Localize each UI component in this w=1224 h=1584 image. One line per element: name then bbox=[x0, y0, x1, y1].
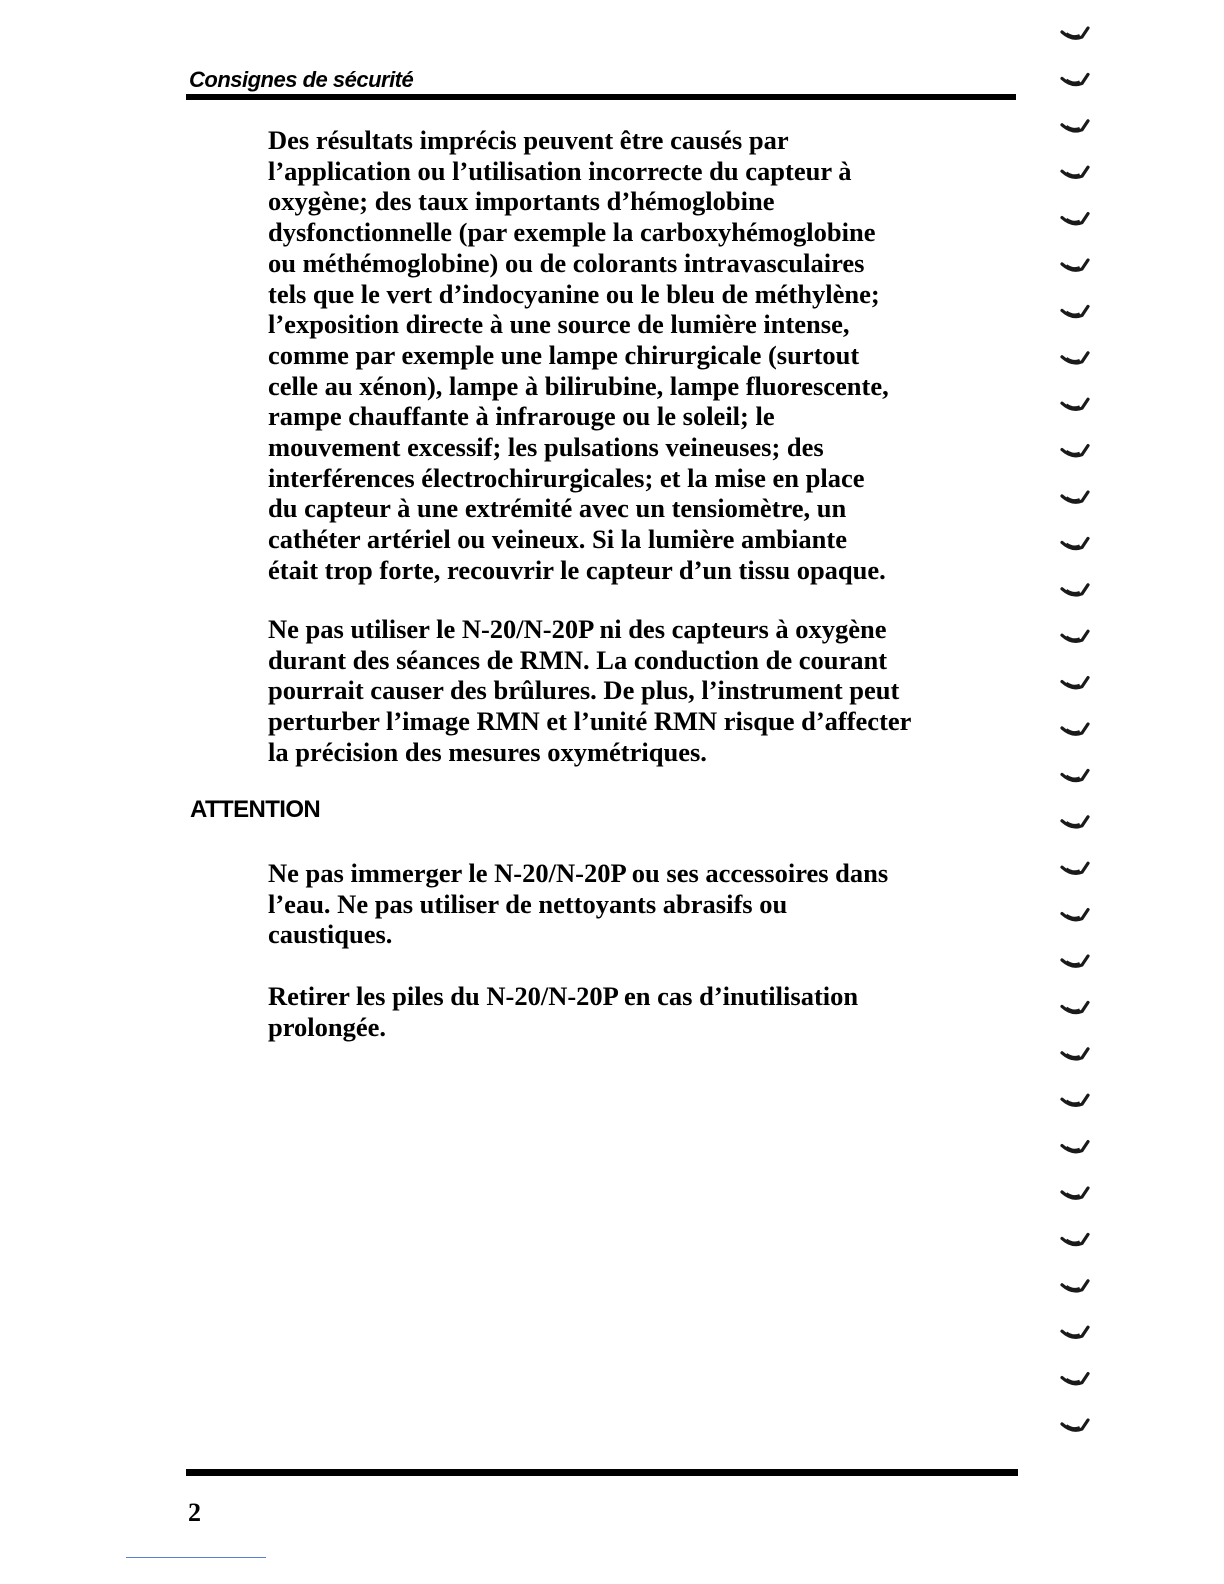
warning-paragraph-inaccurate-results bbox=[268, 125, 1018, 586]
binding-ring-icon bbox=[1062, 538, 1088, 548]
text-line: cathéter artériel ou veineux. Si la lumière ambiante bbox=[268, 524, 847, 555]
binding-ring-icon bbox=[1062, 1188, 1088, 1198]
footer-rule bbox=[186, 1469, 1018, 1476]
attention-heading: ATTENTION bbox=[190, 796, 321, 823]
text-line: Des résultats imprécis peuvent être causés par bbox=[268, 125, 789, 155]
binding-ring-icon bbox=[1062, 1234, 1088, 1244]
text-line: la précision des mesures oxymétriques. bbox=[268, 736, 707, 767]
binding-ring-icon bbox=[1062, 1374, 1088, 1384]
binding-ring-icon bbox=[1062, 724, 1088, 734]
binding-ring-icon bbox=[1062, 399, 1088, 409]
text-line: du capteur à une extrémité avec un tensiomètre, un bbox=[268, 493, 847, 524]
binding-ring-icon bbox=[1062, 74, 1088, 84]
binding-ring-icon bbox=[1062, 260, 1088, 270]
text-line: dysfonctionnelle (par exemple la carboxyhémoglobine bbox=[268, 217, 876, 248]
text-line: caustiques. bbox=[268, 919, 393, 950]
binding-ring-icon bbox=[1062, 121, 1088, 131]
text-line: Retirer les piles du N-20/N-20P en cas d’inutilisation bbox=[268, 981, 859, 1011]
binding-ring-icon bbox=[1062, 956, 1088, 966]
text-line: comme par exemple une lampe chirurgicale (surtout bbox=[268, 339, 860, 370]
binding-ring-icon bbox=[1062, 1002, 1088, 1012]
text-line: pourrait causer des brûlures. De plus, l’instrument peut bbox=[268, 675, 900, 706]
text-line: l’eau. Ne pas utiliser de nettoyants abrasifs ou bbox=[268, 888, 788, 919]
text-line: l’exposition directe à une source de lumière intense, bbox=[268, 309, 850, 340]
text-line: l’application ou l’utilisation incorrecte du capteur à bbox=[268, 155, 852, 186]
spiral-binding bbox=[1058, 0, 1098, 1584]
text-line: Ne pas utiliser le N-20/N-20P ni des capteurs à oxygène bbox=[268, 614, 887, 644]
text-line: durant des séances de RMN. La conduction de courant bbox=[268, 644, 888, 675]
binding-ring-icon bbox=[1062, 1281, 1088, 1291]
header-rule bbox=[186, 94, 1016, 100]
binding-ring-icon bbox=[1062, 446, 1088, 456]
binding-ring-icon bbox=[1062, 28, 1088, 38]
binding-ring-icon bbox=[1062, 631, 1088, 641]
text-line: prolongée. bbox=[268, 1011, 387, 1042]
section-header-title: Consignes de sécurité bbox=[189, 67, 414, 92]
text-line: perturber l’image RMN et l’unité RMN risque d’affecter bbox=[268, 706, 912, 737]
binding-ring-icon bbox=[1062, 353, 1088, 363]
binding-ring-icon bbox=[1062, 214, 1088, 224]
binding-ring-icon bbox=[1062, 910, 1088, 920]
binding-ring-icon bbox=[1062, 167, 1088, 177]
text-line: était trop forte, recouvrir le capteur d’un tissu opaque. bbox=[268, 554, 886, 585]
binding-ring-icon bbox=[1062, 1095, 1088, 1105]
footer-link-underline bbox=[126, 1557, 266, 1558]
text-line: oxygène; des taux importants d’hémoglobine bbox=[268, 186, 775, 217]
binding-ring-icon bbox=[1062, 863, 1088, 873]
text-line: rampe chauffante à infrarouge ou le soleil; le bbox=[268, 401, 775, 432]
binding-ring-icon bbox=[1062, 678, 1088, 688]
attention-paragraph-immersion bbox=[268, 858, 1018, 950]
text-line: Ne pas immerger le N-20/N-20P ou ses accessoires dans bbox=[268, 858, 889, 888]
binding-ring-icon bbox=[1062, 1327, 1088, 1337]
text-line: celle au xénon), lampe à bilirubine, lampe fluorescente, bbox=[268, 370, 889, 401]
page-number: 2 bbox=[188, 1498, 201, 1527]
binding-ring-icon bbox=[1062, 1142, 1088, 1152]
text-line: ou méthémoglobine) ou de colorants intravasculaires bbox=[268, 247, 865, 278]
attention-paragraph-batteries bbox=[268, 981, 1018, 1042]
text-line: interférences électrochirurgicales; et la mise en place bbox=[268, 462, 865, 493]
text-line: tels que le vert d’indocyanine ou le bleu de méthylène; bbox=[268, 278, 880, 309]
binding-ring-icon bbox=[1062, 1049, 1088, 1059]
binding-ring-icon bbox=[1062, 1420, 1088, 1430]
binding-ring-icon bbox=[1062, 492, 1088, 502]
binding-ring-icon bbox=[1062, 306, 1088, 316]
binding-ring-icon bbox=[1062, 770, 1088, 780]
warning-paragraph-mri bbox=[268, 614, 1018, 768]
binding-ring-icon bbox=[1062, 817, 1088, 827]
text-line: mouvement excessif; les pulsations veineuses; des bbox=[268, 432, 824, 463]
binding-ring-icon bbox=[1062, 585, 1088, 595]
